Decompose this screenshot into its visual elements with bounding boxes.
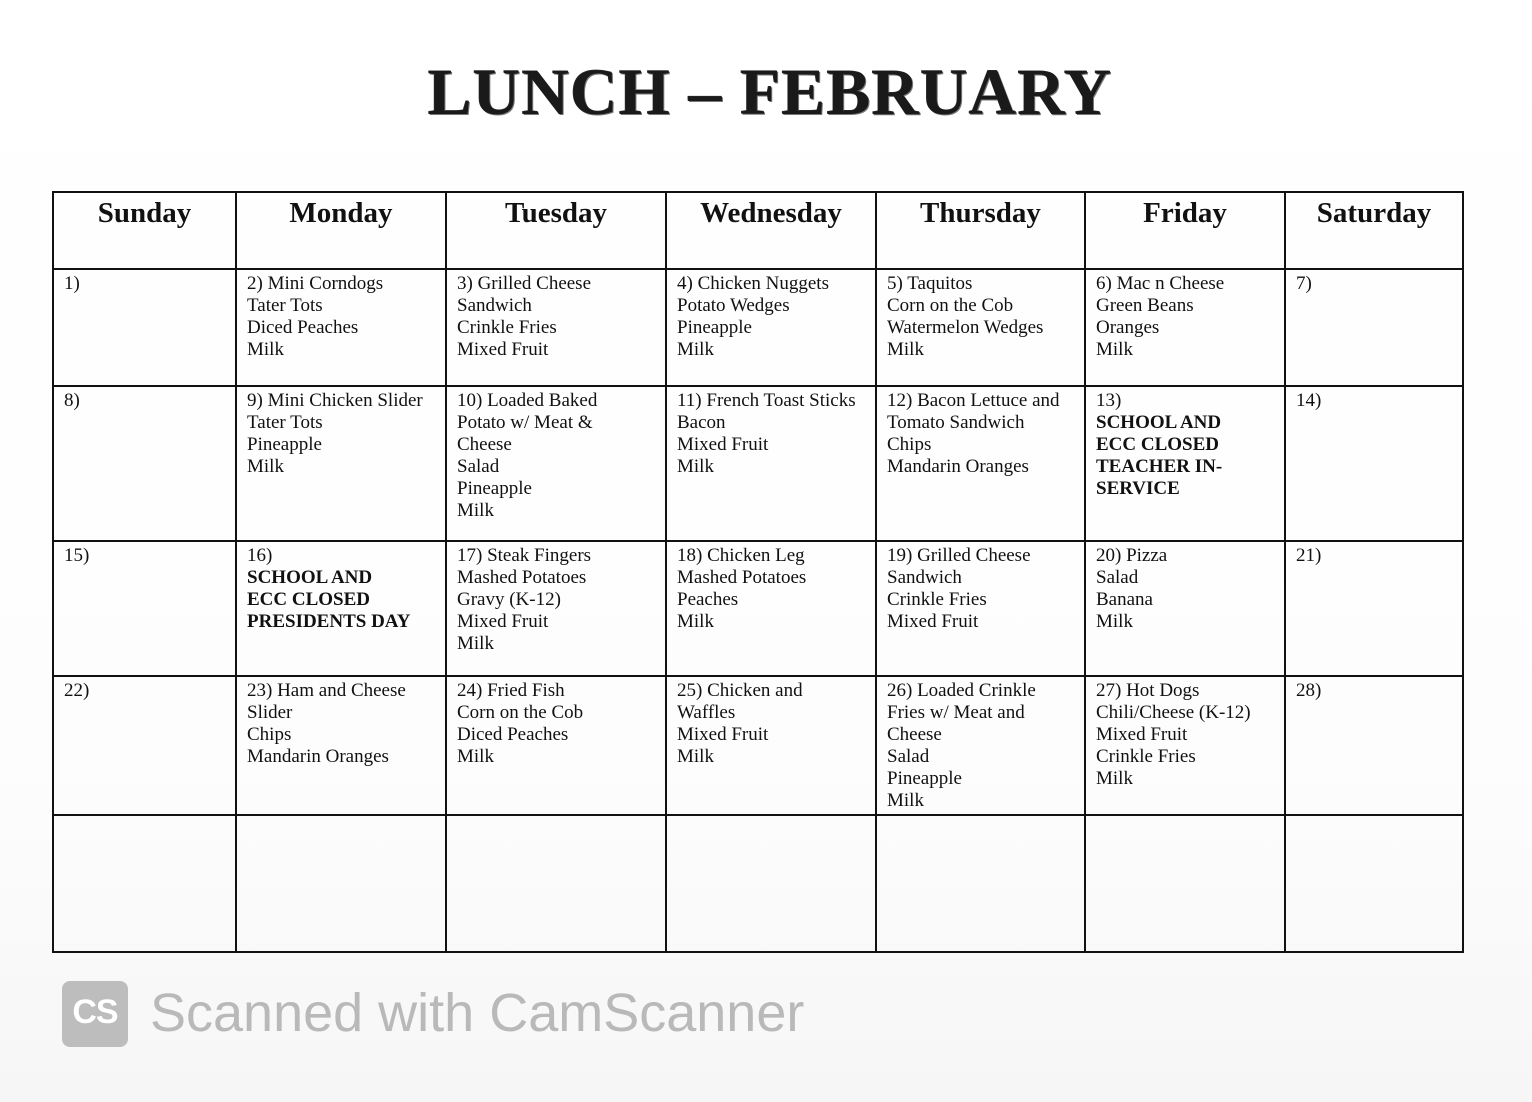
menu-item: Corn on the Cob [887, 295, 1014, 316]
menu-item: Milk [1096, 611, 1133, 632]
day-cell-friday [1085, 269, 1285, 386]
closure-notice: SCHOOL AND [247, 567, 373, 588]
day-cell-thursday [876, 815, 1085, 952]
week-row [53, 386, 1463, 541]
day-cell-wednesday [666, 676, 876, 815]
day-entry-heading: 11) French Toast Sticks [677, 390, 856, 411]
day-entry-heading: 24) Fried Fish [457, 680, 565, 701]
day-cell-sunday [53, 815, 236, 952]
menu-item: Diced Peaches [247, 317, 359, 338]
menu-item: Milk [887, 790, 924, 811]
menu-item: Mixed Fruit [457, 339, 549, 360]
day-entry-heading: 26) Loaded Crinkle [887, 680, 1036, 701]
day-entry-heading: 13) [1096, 390, 1122, 411]
day-cell-tuesday [446, 815, 666, 952]
day-entry-heading: 6) Mac n Cheese [1096, 273, 1225, 294]
menu-item: Mixed Fruit [1096, 724, 1188, 745]
header-saturday: Saturday [1285, 192, 1463, 269]
day-cell-monday [236, 815, 446, 952]
day-entry-heading: 28) [1296, 680, 1322, 701]
lunch-calendar [52, 191, 1464, 953]
menu-item: Mashed Potatoes [457, 567, 587, 588]
menu-item: Slider [247, 702, 293, 723]
day-entry-heading: 20) Pizza [1096, 545, 1168, 566]
menu-item: Fries w/ Meat and [887, 702, 1025, 723]
menu-item: Mixed Fruit [887, 611, 979, 632]
closure-notice: SERVICE [1096, 478, 1180, 499]
day-entry-heading: 1) [64, 273, 80, 294]
day-cell-thursday [876, 269, 1085, 386]
menu-item: Oranges [1096, 317, 1160, 338]
week-row [53, 541, 1463, 676]
menu-item: Crinkle Fries [887, 589, 987, 610]
day-cell-sunday [53, 386, 236, 541]
menu-item: Pineapple [247, 434, 322, 455]
day-entry-heading: 3) Grilled Cheese [457, 273, 592, 294]
menu-item: Salad [457, 456, 500, 477]
menu-item: Tater Tots [247, 295, 323, 316]
day-entry-heading: 16) [247, 545, 273, 566]
header-friday: Friday [1085, 192, 1285, 269]
day-cell-monday [236, 676, 446, 815]
menu-item: Milk [677, 456, 714, 477]
camscanner-watermark: Scanned with CamScanner [150, 983, 805, 1043]
menu-item: Chips [887, 434, 932, 455]
menu-item: Mandarin Oranges [887, 456, 1029, 477]
menu-item: Milk [1096, 768, 1133, 789]
day-cell-tuesday [446, 541, 666, 676]
menu-item: Milk [247, 456, 284, 477]
menu-item: Chips [247, 724, 292, 745]
menu-item: Corn on the Cob [457, 702, 584, 723]
day-cell-friday [1085, 541, 1285, 676]
week-row [53, 815, 1463, 952]
menu-item: Diced Peaches [457, 724, 569, 745]
day-cell-tuesday [446, 269, 666, 386]
day-cell-monday [236, 269, 446, 386]
closure-notice: ECC CLOSED [247, 589, 370, 610]
day-entry-heading: 27) Hot Dogs [1096, 680, 1200, 701]
menu-item: Milk [457, 746, 494, 767]
menu-item: Cheese [887, 724, 942, 745]
day-cell-sunday [53, 541, 236, 676]
day-entry-heading: 14) [1296, 390, 1322, 411]
menu-item: Peaches [677, 589, 739, 610]
day-cell-friday [1085, 676, 1285, 815]
day-entry-heading: 9) Mini Chicken Slider [247, 390, 423, 411]
menu-item: Milk [457, 500, 494, 521]
day-cell-wednesday [666, 269, 876, 386]
day-cell-thursday [876, 676, 1085, 815]
header-thursday: Thursday [876, 192, 1085, 269]
closure-notice: TEACHER IN- [1096, 456, 1223, 477]
day-cell-monday [236, 541, 446, 676]
header-wednesday: Wednesday [666, 192, 876, 269]
menu-item: Mandarin Oranges [247, 746, 389, 767]
menu-item: Pineapple [677, 317, 752, 338]
weekday-header-row [53, 192, 1463, 269]
menu-item: Milk [677, 339, 714, 360]
menu-item: Milk [887, 339, 924, 360]
day-entry-heading: 5) Taquitos [887, 273, 973, 294]
day-cell-tuesday [446, 676, 666, 815]
day-cell-sunday [53, 676, 236, 815]
menu-item: Mixed Fruit [457, 611, 549, 632]
menu-item: Mixed Fruit [677, 434, 769, 455]
menu-item: Bacon [677, 412, 726, 433]
menu-item: Sandwich [457, 295, 532, 316]
day-cell-saturday [1285, 676, 1463, 815]
day-entry-heading: 18) Chicken Leg [677, 545, 805, 566]
day-entry-heading: 17) Steak Fingers [457, 545, 592, 566]
closure-notice: PRESIDENTS DAY [247, 611, 411, 632]
menu-item: Waffles [677, 702, 736, 723]
day-entry-heading: 22) [64, 680, 90, 701]
day-cell-thursday [876, 541, 1085, 676]
day-cell-friday [1085, 386, 1285, 541]
day-cell-wednesday [666, 541, 876, 676]
day-entry-heading: 2) Mini Corndogs [247, 273, 384, 294]
menu-item: Pineapple [457, 478, 532, 499]
menu-item: Milk [247, 339, 284, 360]
day-cell-tuesday [446, 386, 666, 541]
day-entry-heading: 10) Loaded Baked [457, 390, 598, 411]
day-entry-heading: 25) Chicken and [677, 680, 803, 701]
day-entry-heading: 21) [1296, 545, 1322, 566]
header-sunday: Sunday [53, 192, 236, 269]
menu-item: Banana [1096, 589, 1153, 610]
menu-item: Salad [1096, 567, 1139, 588]
day-entry-heading: 4) Chicken Nuggets [677, 273, 829, 294]
menu-item: Milk [457, 633, 494, 654]
header-tuesday: Tuesday [446, 192, 666, 269]
camscanner-logo: CS [62, 981, 128, 1047]
day-entry-heading: 7) [1296, 273, 1312, 294]
menu-item: Milk [677, 611, 714, 632]
menu-item: Watermelon Wedges [887, 317, 1044, 338]
menu-item: Milk [1096, 339, 1133, 360]
day-cell-sunday [53, 269, 236, 386]
day-cell-saturday [1285, 815, 1463, 952]
day-entry-heading: 12) Bacon Lettuce and [887, 390, 1060, 411]
day-cell-wednesday [666, 386, 876, 541]
menu-item: Tater Tots [247, 412, 323, 433]
day-cell-thursday [876, 386, 1085, 541]
menu-item: Pineapple [887, 768, 962, 789]
menu-item: Crinkle Fries [457, 317, 557, 338]
day-entry-heading: 19) Grilled Cheese [887, 545, 1031, 566]
menu-item: Salad [887, 746, 930, 767]
day-entry-heading: 15) [64, 545, 90, 566]
menu-item: Gravy (K-12) [457, 589, 561, 610]
day-cell-saturday [1285, 541, 1463, 676]
day-cell-saturday [1285, 386, 1463, 541]
menu-item: Milk [677, 746, 714, 767]
week-row [53, 676, 1463, 815]
day-cell-wednesday [666, 815, 876, 952]
day-entry-heading: 23) Ham and Cheese [247, 680, 406, 701]
day-entry-heading: 8) [64, 390, 80, 411]
menu-item: Tomato Sandwich [887, 412, 1025, 433]
menu-item: Chili/Cheese (K-12) [1096, 702, 1251, 723]
header-monday: Monday [236, 192, 446, 269]
menu-item: Potato Wedges [677, 295, 790, 316]
day-cell-saturday [1285, 269, 1463, 386]
closure-notice: SCHOOL AND [1096, 412, 1222, 433]
menu-item: Potato w/ Meat & [457, 412, 593, 433]
menu-item: Mashed Potatoes [677, 567, 807, 588]
menu-item: Sandwich [887, 567, 962, 588]
closure-notice: ECC CLOSED [1096, 434, 1219, 455]
menu-item: Mixed Fruit [677, 724, 769, 745]
day-cell-friday [1085, 815, 1285, 952]
menu-item: Green Beans [1096, 295, 1194, 316]
menu-item: Cheese [457, 434, 512, 455]
page-title: LUNCH – FEBRUARY [427, 56, 1113, 129]
week-row [53, 269, 1463, 386]
day-cell-monday [236, 386, 446, 541]
menu-item: Crinkle Fries [1096, 746, 1196, 767]
